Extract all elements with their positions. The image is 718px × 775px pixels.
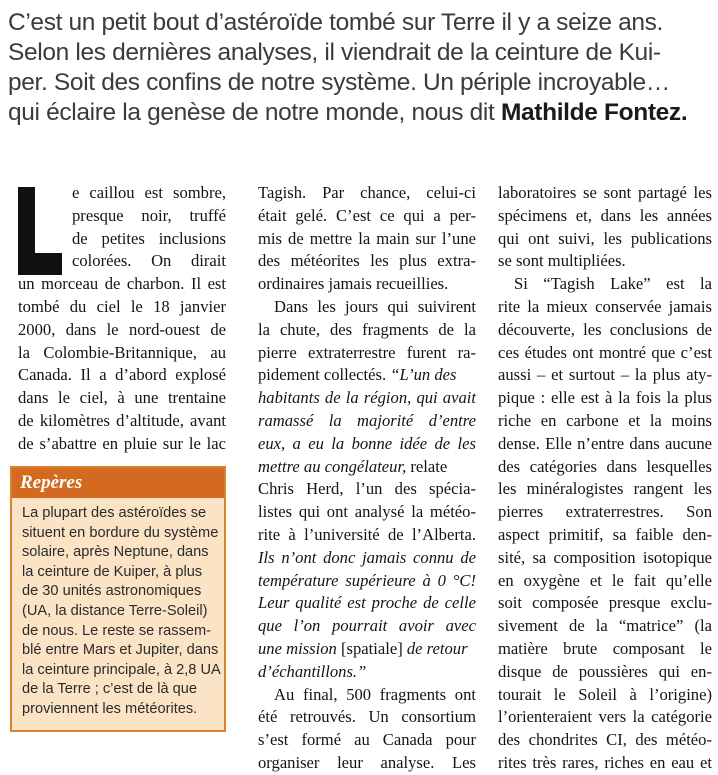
intro-line: Selon les dernières analyses, il viendrait de la ceinture de Kui-	[8, 39, 661, 66]
text-line: listes qui ont analysé la météo-	[258, 502, 476, 522]
text-line: un morceau de charbon. Il est	[18, 274, 226, 294]
text-line: rite à l’université de l’Alberta.	[258, 524, 476, 544]
text-line: 2000, dans le nord-ouest de	[18, 319, 226, 339]
text-line: sité, sa composition isotopique	[498, 547, 712, 567]
quote-segment: d’échantillons.”	[258, 661, 367, 681]
text-line: Si “Tagish Lake” est la	[514, 274, 712, 294]
text-line: ordinaires jamais recueillies.	[258, 274, 449, 294]
text-line	[258, 387, 476, 410]
text-line	[258, 592, 476, 615]
text-segment: relate	[410, 456, 448, 476]
article-column-1	[18, 182, 226, 456]
text-line: e caillou est sombre,	[72, 183, 226, 202]
quote-segment: “L’un des	[390, 365, 457, 385]
text-line: mis de mettre la main sur l’une	[258, 228, 476, 248]
text-line: tombé du ciel le 18 janvier	[18, 296, 226, 316]
reperes-line: de 30 unités astronomiques	[22, 583, 202, 600]
text-line	[258, 615, 476, 638]
text-segment: pidement collectés.	[258, 365, 387, 385]
quote-segment: température supérieure à 0 °C!	[258, 570, 476, 590]
quote-segment: eux, a eu la bonne idée de les	[258, 433, 476, 453]
text-line-mixed	[258, 456, 476, 479]
text-line: s’est formé au Canada pour	[258, 730, 476, 750]
intro-line-text: qui éclaire la genèse de notre monde, nous dit	[8, 99, 495, 126]
quote-segment: mettre au congélateur,	[258, 456, 407, 476]
text-line: en oxygène et le fait qu’elle	[498, 570, 712, 590]
text-line: organiser leur analyse. Les	[258, 752, 476, 772]
text-line: sivement de la “matrice” (la	[498, 616, 712, 636]
text-line: des météorites les plus extra-	[258, 251, 476, 271]
reperes-line: La plupart des astéroïdes se	[22, 505, 207, 521]
article-intro	[8, 8, 714, 128]
intro-line-with-author	[8, 98, 714, 128]
text-line	[258, 547, 476, 570]
text-line: la chute, des fragments de la	[258, 319, 476, 339]
reperes-line: de la Terre ; c’est de là que	[22, 681, 197, 698]
text-line: matière brute composant le	[498, 638, 712, 658]
text-segment: [spatiale]	[340, 638, 403, 658]
text-line: aussi – et surtout – la plus aty-	[498, 365, 712, 385]
reperes-line: proviennent les météorites.	[22, 700, 198, 717]
quote-segment: que l’on pourrait avoir avec	[258, 616, 476, 636]
text-line: Au final, 500 fragments ont	[274, 684, 476, 704]
reperes-box	[10, 466, 226, 732]
text-line: de petites inclusions	[72, 228, 226, 248]
text-line: Tagish. Par chance, celui-ci	[258, 183, 476, 202]
text-line: rites très rares, riches en eau et	[498, 752, 712, 772]
text-line: disque de poussières qui en-	[498, 661, 712, 681]
quote-segment: habitants de la région, qui avait	[258, 388, 476, 408]
text-line: presque noir, truffé	[72, 205, 226, 225]
text-line: dense. Elle n’entre dans aucune	[498, 433, 712, 453]
reperes-line: la ceinture principale, à 2,8 UA	[22, 661, 221, 678]
text-line: soit composée presque exclu-	[498, 593, 712, 613]
article-column-3	[498, 182, 712, 775]
reperes-line: blé entre Mars et Jupiter, dans	[22, 642, 219, 659]
text-line: tourait le Soleil à l’origine)	[498, 684, 712, 704]
intro-line: C’est un petit bout d’astéroïde tombé sur Terre il y a seize ans.	[8, 9, 663, 36]
text-line	[258, 433, 476, 456]
text-line: ces études ont montré que c’est	[498, 342, 712, 362]
text-line: des chondrites CI, des météo-	[498, 730, 712, 750]
reperes-body	[22, 504, 221, 720]
quote-segment: une mission	[258, 638, 337, 658]
text-line: Chris Herd, l’un des spécia-	[258, 479, 476, 499]
reperes-line: de nous. Le reste se rassem-	[22, 622, 211, 639]
author-name: Mathilde Fontez.	[500, 99, 688, 126]
text-line: dans le ciel, à une trentaine	[18, 388, 226, 408]
text-line: était gelé. C’est ce qui a per-	[258, 205, 476, 225]
reperes-line: situent en bordure du système	[22, 524, 219, 541]
reperes-line: (UA, la distance Terre-Soleil)	[22, 602, 208, 619]
reperes-line: la ceinture de Kuiper, à plus	[22, 563, 203, 580]
text-line: rite la mieux conservée jamais	[498, 296, 712, 316]
reperes-title: Repères	[12, 468, 224, 498]
text-line-mixed	[258, 638, 476, 661]
text-line	[258, 661, 476, 684]
text-line-mixed	[258, 364, 476, 387]
text-line: été retrouvés. Un consortium	[258, 707, 476, 727]
quote-segment: ramassé la majorité d’entre	[258, 410, 476, 430]
quote-segment: Leur qualité est proche de celle	[258, 593, 476, 613]
text-line: qui ont suivi, les publications	[498, 228, 712, 248]
text-line	[258, 570, 476, 593]
text-line: de kilomètres d’altitude, avant	[18, 410, 226, 430]
reperes-line: solaire, après Neptune, dans	[22, 544, 209, 561]
quote-segment: de retour	[406, 638, 468, 658]
text-line: découverte, les conclusions de	[498, 319, 712, 339]
article-column-2	[258, 182, 476, 775]
text-line: les minéralogistes rangent les	[498, 479, 712, 499]
text-line: riche en carbone et la moins	[498, 410, 712, 430]
text-line: pique : elle est à la fois la plus	[498, 388, 712, 408]
text-line: l’orienteraient vers la catégorie	[498, 707, 712, 727]
text-line: spécimens et, dans les années	[498, 205, 712, 225]
text-line: laboratoires se sont partagé les	[498, 183, 712, 202]
text-line: pierres extraterrestres. Son	[498, 502, 712, 522]
text-line	[258, 410, 476, 433]
text-line: des catégories dans lesquelles	[498, 456, 712, 476]
text-line: colorées. On dirait	[72, 251, 226, 271]
intro-line: per. Soit des confins de notre système. Un périple incroyable…	[8, 69, 670, 96]
text-line: Canada. Il a d’abord explosé	[18, 365, 226, 385]
text-line: se sont multipliées.	[498, 251, 626, 271]
text-line: Dans les jours qui suivirent	[274, 296, 476, 316]
quote-segment: Ils n’ont donc jamais connu de	[258, 547, 476, 567]
text-line: aspect primitif, sa faible den-	[498, 524, 712, 544]
text-line: de s’abattre en pluie sur le lac	[18, 433, 226, 453]
text-line: pierre extraterrestre furent ra-	[258, 342, 476, 362]
text-line: la Colombie-Britannique, au	[18, 342, 226, 362]
